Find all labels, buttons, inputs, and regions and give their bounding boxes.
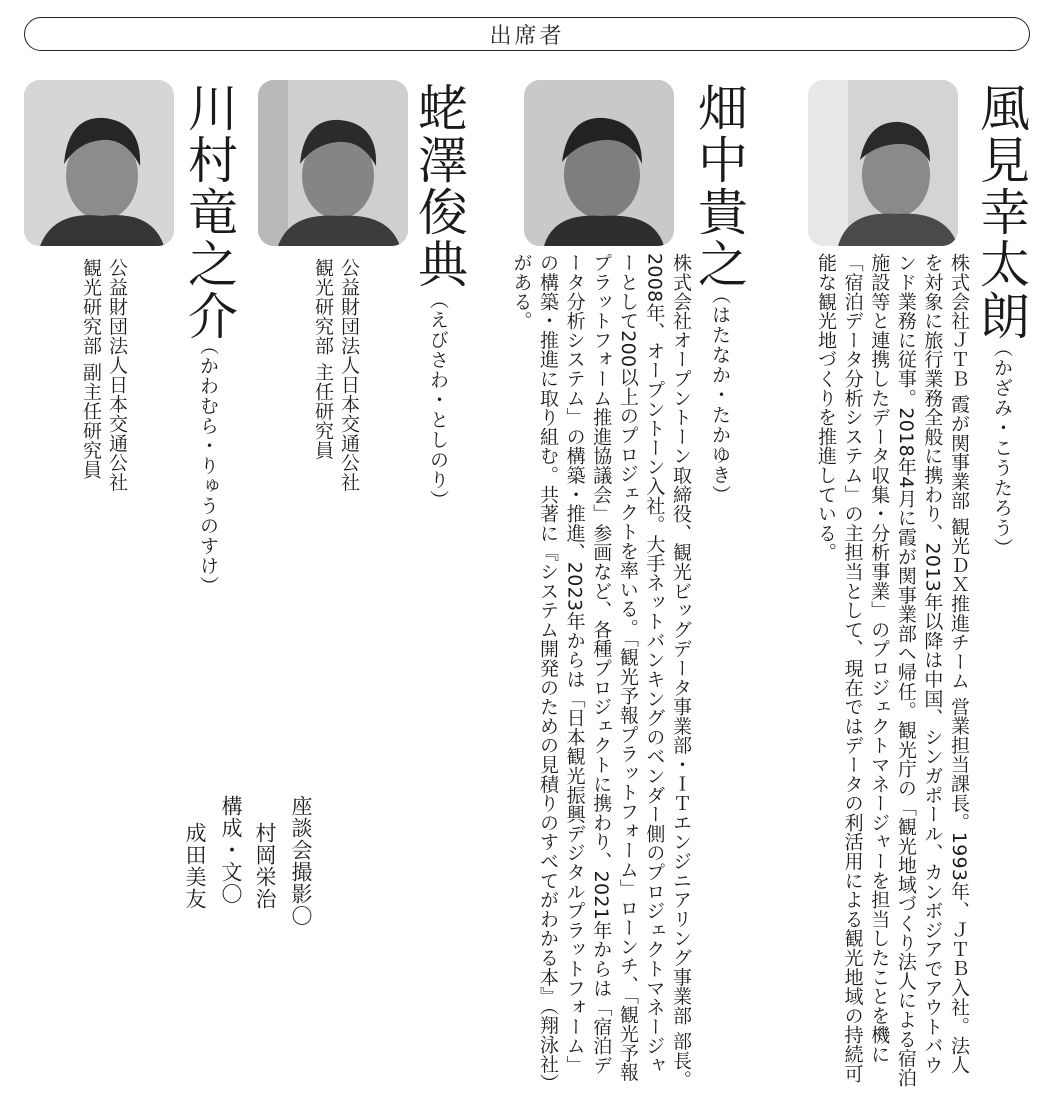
affiliation-line: 公益財団法人日本交通公社 bbox=[106, 258, 128, 492]
person-bio: 株式会社オープントーン取締役、観光ビッグデータ事業部・ＩＴエンジニアリング事業部 部長。2008年、オープントーン入社。大手ネットバンキングのベンダー側のプロジェクトマネージャーとして200以上のプロジェクトを率いる。「観光予報プラットフォーム」ローンチ、「観光予報プラットフォーム推進協議会」参画など、各種プロジェクトに携わり、2021年からは「宿泊データ分析システム」の構築・推進、2023年からは「日本観光振興デジタルプラットフォーム」の構築・推進に取り組む。共著に『システム開発のための見積りのすべてがわかる本』（翔泳社）がある。 bbox=[510, 253, 692, 1093]
credit-photo-name: 村岡栄治 bbox=[253, 822, 277, 910]
credit-text-label: 構成・文〇 bbox=[219, 795, 243, 905]
portrait-kazami bbox=[808, 80, 958, 246]
affiliation-line: 公益財団法人日本交通公社 bbox=[338, 258, 360, 492]
affiliation-line: 観光研究部 副主任研究員 bbox=[80, 258, 102, 480]
attendees-title: 出席者 bbox=[489, 23, 565, 49]
person-affiliation bbox=[78, 258, 130, 558]
person-name: 川村竜之介 bbox=[180, 82, 238, 342]
person-reading: （えびさわ・としのり） bbox=[427, 290, 449, 510]
credit-text-name: 成田美友 bbox=[183, 822, 207, 910]
person-bio: 株式会社ＪＴＢ 霞が関事業部 観光ＤＸ推進チーム 営業担当課長。1993年、ＪＴＢ入社。法人を対象に旅行業務全般に携わり、2013年以降は中国、シンガポール、カンボジアでアウトバウンド業務に従事。2018年4月に霞が関事業部へ帰任。観光庁の「観光地域づくり法人による宿泊施設等と連携したデータ収集・分析事業」のプロジェクトマネージャーを担当したことを機に「宿泊データ分析システム」の主担当として、現在ではデータの利活用による観光地域の持続可能な観光地づくりを推進している。 bbox=[815, 253, 970, 1087]
person-name: 畑中貴之 bbox=[690, 82, 748, 290]
credit-photo-label: 座談会撮影〇 bbox=[289, 795, 313, 927]
person-name: 蛯澤俊典 bbox=[410, 82, 468, 290]
affiliation-line: 観光研究部 主任研究員 bbox=[312, 258, 334, 460]
person-affiliation bbox=[310, 258, 362, 558]
portrait-ebisawa bbox=[258, 80, 408, 246]
portrait-hatanaka bbox=[524, 80, 674, 246]
person-reading: （かわむら・りゅうのすけ） bbox=[197, 336, 219, 596]
person-reading: （はたなか・たかゆき） bbox=[709, 285, 731, 505]
person-reading: （かざみ・こうたろう） bbox=[991, 338, 1013, 558]
portrait-kawamura bbox=[24, 80, 174, 246]
person-name: 風見幸太朗 bbox=[972, 82, 1030, 342]
attendees-header bbox=[24, 17, 1030, 51]
